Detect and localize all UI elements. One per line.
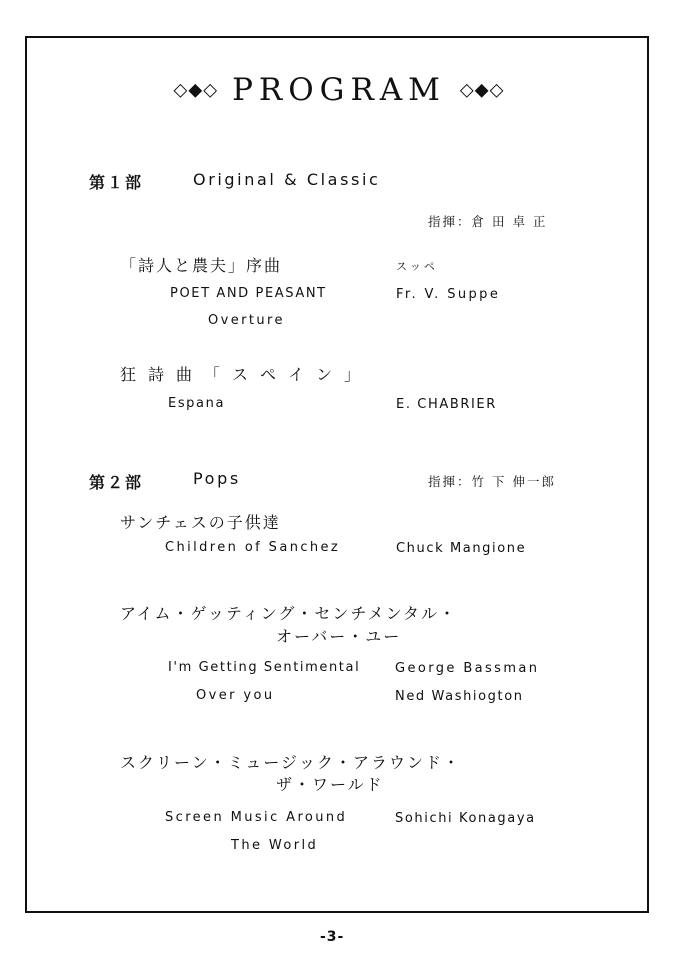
part2-number: 第２部 (89, 473, 144, 492)
piece-jp-title: 「詩人と農夫」序曲 (120, 256, 283, 275)
piece-jp-title-continued: ザ・ワールド (276, 775, 384, 794)
part1-number: 第１部 (89, 173, 144, 192)
piece-jp-title: スクリーン・ミュージック・アラウンド・ (120, 753, 462, 772)
piece-en-subtitle: Over you (196, 688, 275, 703)
piece-en-subtitle: Overture (208, 313, 285, 328)
piece-composer: Sohichi Konagaya (395, 811, 536, 826)
program-title (0, 72, 678, 108)
diamond-ornament-right-icon: ◇◆◇ (459, 79, 505, 101)
piece-en-title: Screen Music Around (165, 810, 348, 825)
piece-jp-title: 狂詩曲「スペイン」 (120, 365, 373, 384)
piece-composer-2: Ned Washiogton (395, 689, 524, 704)
piece-en-title: Children of Sanchez (165, 540, 341, 555)
piece-en-title: Espana (168, 396, 226, 411)
piece-composer-kana: スッペ (396, 260, 438, 273)
piece-composer: E. CHABRIER (396, 397, 497, 412)
piece-composer: George Bassman (395, 661, 540, 676)
program-heading: PROGRAM (232, 72, 446, 108)
piece-jp-title-continued: オーバー・ユー (276, 627, 402, 646)
piece-en-title: POET AND PEASANT (170, 286, 327, 301)
page-number: -3- (320, 929, 345, 945)
diamond-ornament-left-icon: ◇◆◇ (173, 79, 219, 101)
piece-jp-title: サンチェスの子供達 (120, 513, 281, 532)
part1-name: Original & Classic (193, 170, 381, 189)
piece-en-title: I'm Getting Sentimental (168, 660, 361, 675)
piece-en-subtitle: The World (231, 838, 319, 853)
piece-composer: Chuck Mangione (396, 541, 527, 556)
part1-conductor: 指揮：倉 田 卓 正 (428, 214, 548, 229)
part2-conductor: 指揮：竹 下 伸一郎 (428, 474, 556, 489)
piece-jp-title: アイム・ゲッティング・センチメンタル・ (120, 604, 458, 623)
part2-name: Pops (193, 469, 241, 488)
piece-composer: Fr. V. Suppe (396, 287, 501, 302)
